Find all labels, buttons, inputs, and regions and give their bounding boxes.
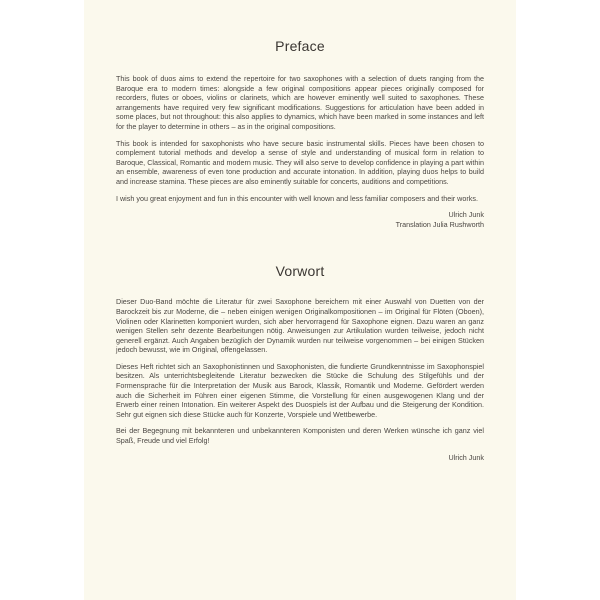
preface-paragraph-2: This book is intended for saxophonists who have secure basic instrumental skills. Pieces have been chosen to complement tutorial methods and develop a sense of style and understanding of musical form in relation to Baroque, Classical, Romantic and modern music. They will also serve to develop confidence in playing a part within an ensemble, awareness of even tone production and accurate intonation. In addition, playing duos helps to build and increase stamina. These pieces are also eminently suitable for concerts, auditions and competitions. [116,138,484,186]
vorwort-paragraph-1: Dieser Duo-Band möchte die Literatur für zwei Saxophone bereichern mit einer Auswahl von Duetten von der Barockzeit bis zur Moderne, die – neben einigen wenigen Originalkompositionen – im Original für Flöten (Oboen), Violinen oder Klarinetten komponiert wurden, sich aber hervorragend für Saxophone eignen. Dazu waren an ganz wenigen Stellen sehr dezente Bearbeitungen nötig. Anweisungen zur Artikulation wurden teilweise, jedoch nicht generell ergänzt. Auch Angaben bezüglich der Dynamik wurden nur teilweise vorgenommen – bei einigen Stücken jedoch bewusst, wie im Original, offengelassen. [116,297,484,355]
preface-translation: Translation Julia Rushworth [395,219,484,229]
vorwort-paragraph-3: Bei der Begegnung mit bekannteren und unbekannteren Komponisten und deren Werken wünsche ich ganz viel Spaß, Freude und viel Erfolg! [116,426,484,446]
document-page [84,0,516,600]
vorwort-signature [116,453,484,463]
preface-author: Ulrich Junk [448,210,484,220]
preface-paragraph-3: I wish you great enjoyment and fun in this encounter with well known and less familiar composers and their works. [116,193,478,203]
vorwort-title: Vorwort [275,263,325,280]
preface-paragraph-1: This book of duos aims to extend the repertoire for two saxophones with a selection of duets ranging from the Baroque era to modern times: alongside a few original compositions appear pieces originally composed for recorders, flutes or oboes, violins or clarinets, which are however eminently well suited to saxophones. These arrangements have required very few significant modifications. Suggestions for articulation have been added in some places, but not throughout: this also applies to dynamics, which have been marked in some instances and left for the player to determine in others – as in the original compositions. [116,74,484,131]
vorwort-paragraph-2: Dieses Heft richtet sich an Saxophonistinnen und Saxophonisten, die fundierte Grundkenntnisse im Saxophonspiel besitzen. Als unterrichtsbegleitende Literatur bezwecken die Stücke die Schulung des Stilgefühls und der Formensprache für die Interpretation der Musik aus Barock, Klassik, Romantik und Moderne. Gefördert werden auch die Sicherheit im Führen einer eigenen Stimme, die Vorstellung für einen ausgewogenen Klang und der Erwerb einer reinen Intonation. Ein weiterer Aspekt des Duospiels ist der Aufbau und die Steigerung der Kondition. Sehr gut eignen sich diese Stücke auch für Konzerte, Vorspiele und Wettbewerbe. [116,361,484,419]
preface-signature [116,210,484,229]
vorwort-author: Ulrich Junk [448,452,484,462]
preface-title: Preface [275,38,325,54]
